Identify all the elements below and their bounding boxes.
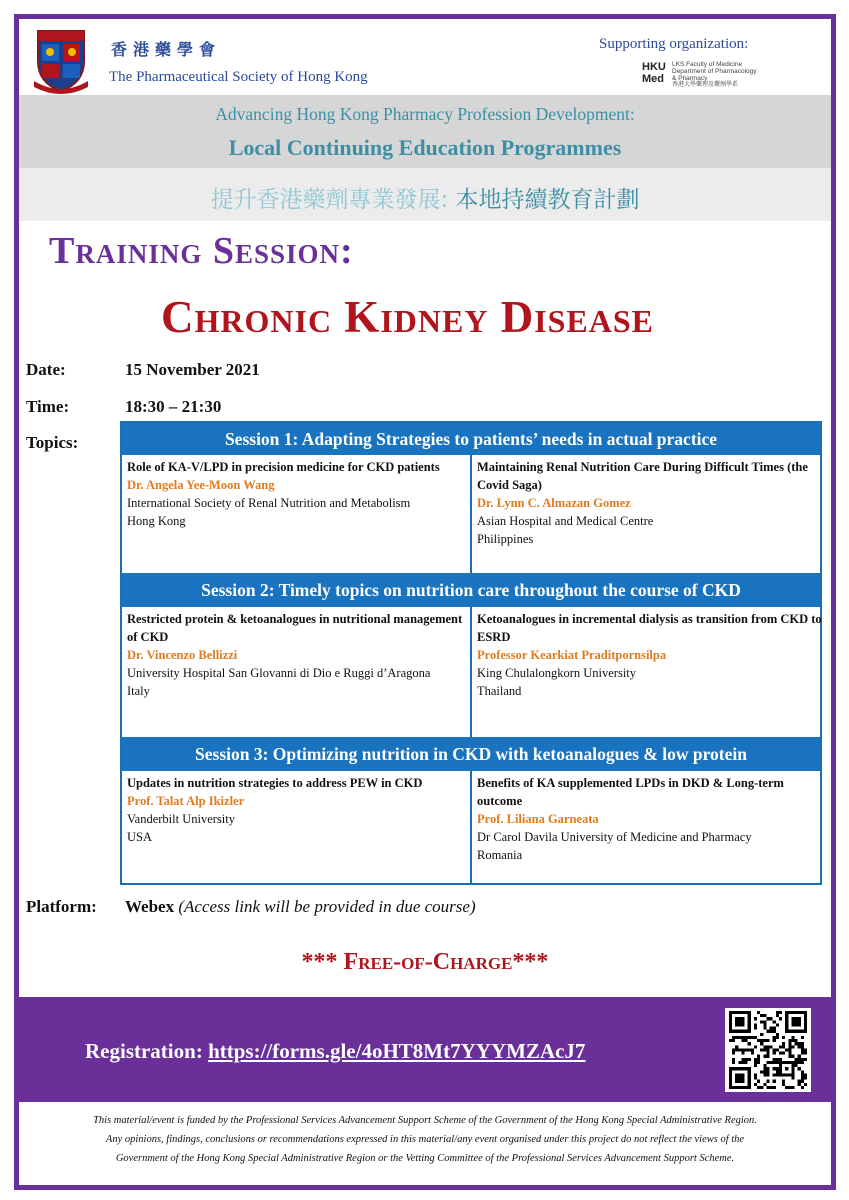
talk-cell bbox=[122, 771, 470, 846]
session-type-title: Training Session: bbox=[49, 230, 354, 272]
hku-line: LKS Faculty of Medicine bbox=[672, 61, 743, 68]
talk-title: Benefits of KA supplemented LPDs in DKD & Long-term outcome bbox=[477, 776, 784, 808]
talk-title: Role of KA-V/LPD in precision medicine for CKD patients bbox=[127, 460, 440, 474]
speaker-country: Hong Kong bbox=[127, 514, 186, 528]
supporting-organization-label: Supporting organization: bbox=[599, 36, 749, 52]
speaker-affiliation: International Society of Renal Nutrition and Metabolism bbox=[127, 496, 411, 510]
speaker-affiliation: Asian Hospital and Medical Centre bbox=[477, 514, 654, 528]
registration-label: Registration: bbox=[85, 1039, 203, 1063]
speaker-name: Dr. Angela Yee-Moon Wang bbox=[127, 478, 275, 492]
session-heading: Session 1: Adapting Strategies to patients’ needs in actual practice bbox=[122, 423, 820, 455]
talk-title: Maintaining Renal Nutrition Care During Difficult Times (the Covid Saga) bbox=[477, 460, 808, 492]
qr-code[interactable] bbox=[725, 1008, 811, 1092]
speaker-country: Italy bbox=[127, 684, 150, 698]
org-name-english: The Pharmaceutical Society of Hong Kong bbox=[109, 69, 368, 85]
banner-chinese-part2: 本地持續教育計劃 bbox=[455, 187, 640, 213]
banner-title: Local Continuing Education Programmes bbox=[228, 135, 622, 160]
hku-line: Department of Pharmacology bbox=[672, 68, 757, 75]
speaker-name: Prof. Liliana Garneata bbox=[477, 812, 599, 826]
speaker-country: Thailand bbox=[477, 684, 522, 698]
free-of-charge-notice: *** Free-of-Charge*** bbox=[301, 949, 549, 975]
disclaimer-line: Any opinions, findings, conclusions or recommendations expressed in this material/any event organised under this project do not reflect the views of the bbox=[105, 1134, 745, 1145]
talk-cell bbox=[472, 607, 822, 700]
programme-banner-chinese bbox=[19, 168, 831, 221]
disclaimer-line: This material/event is funded by the Professional Services Advancement Support Scheme of the Government of the Hong Kong Special Administrative Region. bbox=[93, 1115, 757, 1126]
speaker-affiliation: University Hospital San Glovanni di Dio e Ruggi d’Aragona bbox=[127, 666, 431, 680]
speaker-country: Romania bbox=[477, 848, 523, 862]
speaker-name: Prof. Talat Alp Ikizler bbox=[127, 794, 245, 808]
talk-cell bbox=[472, 771, 822, 864]
registration-band bbox=[19, 997, 831, 1102]
topics-table bbox=[120, 421, 822, 885]
qr-code-graphic bbox=[728, 1011, 808, 1089]
platform-label: Platform: bbox=[26, 897, 97, 916]
funding-disclaimer bbox=[19, 1111, 831, 1168]
speaker-name: Dr. Lynn C. Almazan Gomez bbox=[477, 496, 631, 510]
platform-name: Webex bbox=[125, 897, 175, 916]
date-label: Date: bbox=[26, 360, 66, 379]
poster-frame bbox=[14, 14, 836, 1190]
speaker-affiliation: Vanderbilt University bbox=[127, 812, 235, 826]
talk-title: Updates in nutrition strategies to address PEW in CKD bbox=[127, 776, 423, 790]
hku-faculty-text bbox=[672, 61, 784, 89]
talk-cell bbox=[122, 607, 470, 700]
talk-title: Ketoanalogues in incremental dialysis as transition from CKD to ESRD bbox=[477, 612, 822, 644]
society-crest-logo bbox=[32, 27, 90, 95]
banner-chinese-part1: 提升香港藥劑專業發展: bbox=[210, 187, 449, 213]
speaker-name: Professor Kearkiat Praditpornsilpa bbox=[477, 648, 667, 662]
registration-text bbox=[85, 1039, 585, 1064]
time-label: Time: bbox=[26, 397, 70, 416]
org-name-chinese: 香港藥學會 bbox=[111, 40, 222, 59]
programme-banner bbox=[19, 95, 831, 168]
hku-med-mark: HKU Med bbox=[642, 61, 666, 85]
session-topic-title: Chronic Kidney Disease bbox=[161, 292, 655, 342]
topics-label: Topics: bbox=[26, 433, 79, 452]
speaker-country: USA bbox=[127, 830, 153, 844]
speaker-name: Dr. Vincenzo Bellizzi bbox=[127, 648, 238, 662]
talk-cell bbox=[472, 455, 822, 548]
registration-link[interactable]: https://forms.gle/4oHT8Mt7YYYMZAcJ7 bbox=[208, 1039, 586, 1063]
date-value: 15 November 2021 bbox=[125, 360, 260, 379]
disclaimer-line: Government of the Hong Kong Special Administrative Region or the Vetting Committee of the Professional Services Advancement Support Scheme. bbox=[115, 1153, 735, 1164]
time-value: 18:30 – 21:30 bbox=[125, 397, 222, 416]
session-heading: Session 3: Optimizing nutrition in CKD with ketoanalogues & low protein bbox=[122, 737, 820, 771]
hku-med-logo bbox=[642, 61, 782, 91]
talk-title: Restricted protein & ketoanalogues in nutritional management of CKD bbox=[127, 612, 463, 644]
talk-cell bbox=[122, 455, 470, 530]
banner-chinese-text bbox=[19, 181, 831, 214]
speaker-country: Philippines bbox=[477, 532, 534, 546]
session-heading: Session 2: Timely topics on nutrition care throughout the course of CKD bbox=[122, 573, 820, 607]
platform-value bbox=[125, 897, 476, 917]
hku-line: & Pharmacy bbox=[672, 75, 708, 82]
hku-line-chinese: 香港大學藥理及藥劑學系 bbox=[672, 82, 739, 88]
banner-subtitle: Advancing Hong Kong Pharmacy Profession Development: bbox=[215, 104, 635, 124]
speaker-affiliation: Dr Carol Davila University of Medicine and Pharmacy bbox=[477, 830, 752, 844]
platform-note: (Access link will be provided in due course) bbox=[178, 897, 476, 916]
speaker-affiliation: King Chulalongkorn University bbox=[477, 666, 637, 680]
